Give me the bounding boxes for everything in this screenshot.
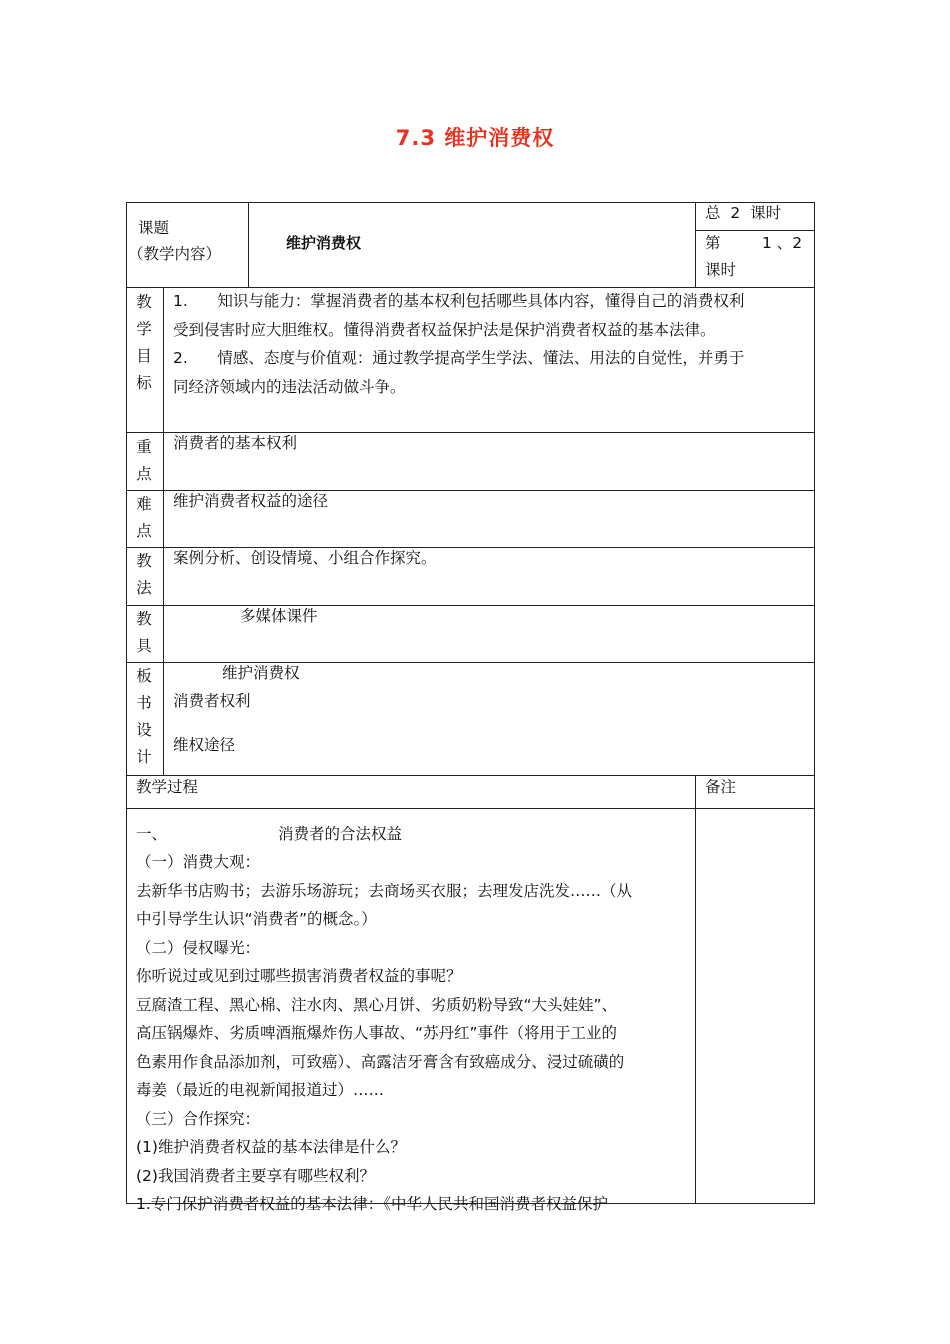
process-line: 高压锅爆炸、劣质啤酒瓶爆炸伤人事故、“苏丹红”事件（将用于工业的 — [136, 1024, 618, 1042]
process-line: 去新华书店购书；去游乐场游玩；去商场买衣服；去理发店洗发……（从 — [136, 881, 633, 900]
page-title: 7.3 维护消费权 — [395, 126, 555, 150]
difficult-label-1: 难 — [136, 495, 152, 513]
process-line: (1)维护消费者权益的基本法律是什么？ — [136, 1138, 406, 1156]
process-text — [136, 848, 632, 1219]
process-line: （三）合作探究： — [136, 1109, 261, 1128]
board-line-3: 维权途径 — [173, 736, 236, 754]
process-line: （一）消费大观： — [136, 853, 261, 871]
difficult-label-2: 点 — [136, 522, 152, 540]
board-label-3: 设 — [136, 721, 152, 739]
subject-label: 课题 — [138, 219, 170, 237]
grid-line — [126, 605, 815, 606]
notes-header: 备注 — [705, 778, 737, 796]
tools-label-1: 教 — [136, 610, 152, 628]
subject-value: 维护消费权 — [286, 234, 362, 252]
process-line: 豆腐渣工程、黑心棉、注水肉、黑心月饼、劣质奶粉导致“大头娃娃”、 — [136, 995, 618, 1014]
method-label-2: 法 — [136, 579, 152, 597]
goals-line: 2. 情感、态度与价值观：通过教学提高学生学法、懂法、用法的自觉性，并勇于 — [173, 349, 745, 367]
process-line: (2)我国消费者主要享有哪些权利？ — [136, 1166, 375, 1185]
goals-label-1: 教 — [136, 293, 152, 311]
goals-line: 同经济领域内的违法活动做斗争。 — [173, 377, 406, 396]
board-label-1: 板 — [136, 667, 152, 685]
process-line: （二）侵权曝光： — [136, 938, 261, 957]
goals-line: 1. 知识与能力：掌握消费者的基本权利包括哪些具体内容，懂得自己的消费权利 — [173, 292, 745, 310]
goals-text — [173, 287, 744, 401]
method-label-1: 教 — [136, 552, 152, 570]
session-label: 第 — [705, 234, 721, 252]
process-header: 教学过程 — [136, 778, 199, 796]
subject-sublabel: （教学内容） — [128, 245, 222, 263]
board-line-2: 消费者权利 — [173, 692, 251, 710]
key-label-1: 重 — [136, 438, 152, 456]
goals-line: 受到侵害时应大胆维权。懂得消费者权益保护法是保护消费者权益的基本法律。 — [173, 320, 716, 339]
grid-line — [126, 808, 815, 809]
session-value: 1 、2 — [762, 234, 803, 252]
board-label-4: 计 — [136, 748, 152, 766]
grid-line — [248, 202, 249, 287]
key-label-2: 点 — [136, 465, 152, 483]
method-text: 案例分析、创设情境、小组合作探究。 — [173, 549, 437, 567]
process-line: 色素用作食品添加剂，可致癌）、高露洁牙膏含有致癌成分、浸过硫磺的 — [136, 1052, 625, 1071]
tools-label-2: 具 — [136, 637, 152, 655]
board-label-2: 书 — [136, 694, 152, 712]
goals-label-3: 目 — [136, 347, 152, 365]
process-line: 你听说过或见到过哪些损害消费者权益的事呢？ — [136, 967, 462, 985]
key-text: 消费者的基本权利 — [173, 434, 298, 452]
grid-line — [695, 202, 696, 287]
process-line: 中引导学生认识“消费者”的概念。） — [136, 910, 377, 928]
process-line: 1.专门保护消费者权益的基本法律：《中华人民共和国消费者权益保护 — [136, 1195, 609, 1213]
tools-text: 多媒体课件 — [240, 607, 318, 625]
grid-line — [695, 775, 696, 1204]
session-unit: 课时 — [705, 261, 737, 279]
goals-label-2: 学 — [136, 320, 152, 338]
difficult-text: 维护消费者权益的途径 — [173, 492, 329, 510]
section-number: 一、 — [136, 825, 168, 843]
total-hours: 总 2 课时 — [705, 204, 782, 222]
grid-line — [163, 287, 164, 775]
process-line: 毒姜（最近的电视新闻报道过）…… — [136, 1081, 385, 1099]
goals-label-4: 标 — [136, 374, 152, 392]
section-title: 消费者的合法权益 — [278, 825, 403, 843]
board-line-1: 维护消费权 — [222, 664, 300, 682]
